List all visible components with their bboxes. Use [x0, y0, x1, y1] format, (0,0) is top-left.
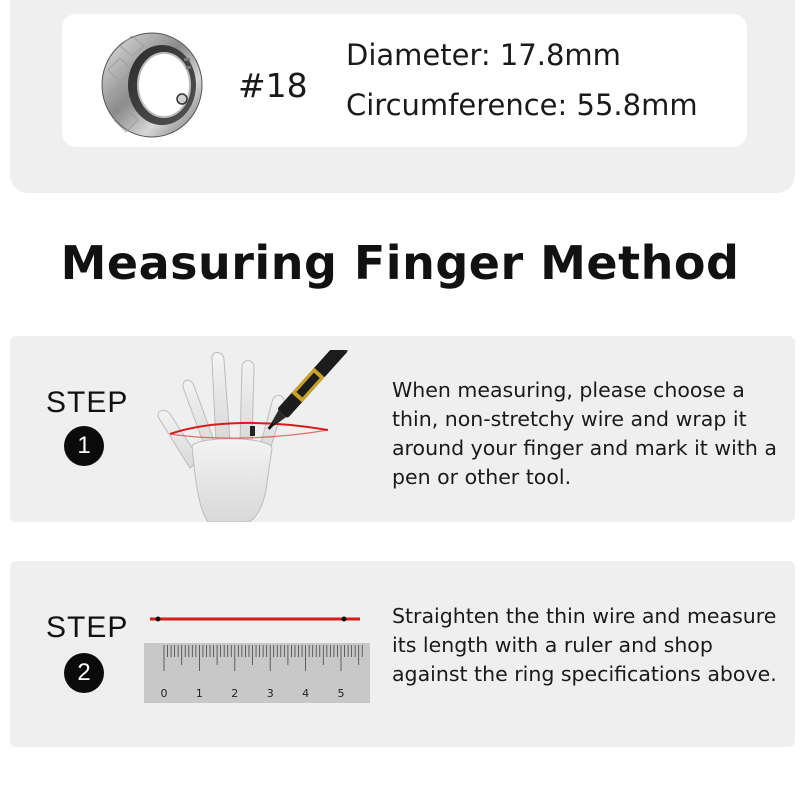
page-title: Measuring Finger Method	[60, 236, 740, 290]
wire-and-ruler-illustration	[144, 605, 376, 705]
hand-with-wire-illustration	[150, 350, 350, 522]
ruler-tick-label: 2	[231, 687, 239, 700]
step-1-label: STEP	[46, 386, 129, 419]
step-1-card	[10, 336, 795, 522]
step-2-label: STEP	[46, 611, 129, 644]
step-2-card	[10, 561, 795, 747]
ruler-tick-label: 0	[160, 687, 168, 700]
smart-ring-image	[100, 30, 210, 140]
ruler-tick-label: 3	[266, 687, 274, 700]
circumference-text: Circumference: 55.8mm	[346, 88, 698, 122]
ruler-illustration	[144, 643, 370, 703]
marker-pen-icon	[263, 350, 350, 434]
ruler-tick-label: 1	[195, 687, 203, 700]
ruler-tick-label: 5	[337, 687, 345, 700]
wire-line	[150, 617, 360, 622]
ruler-tick-label: 4	[302, 687, 310, 700]
step-2-number-badge: 2	[64, 653, 104, 693]
step-1-description: When measuring, please choose a thin, non-stretchy wire and wrap it around your finger and mark it with a pen or other tool.	[392, 378, 777, 489]
diameter-text: Diameter: 17.8mm	[346, 38, 621, 72]
ring-size-label: #18	[238, 66, 308, 105]
step-2-description: Straighten the thin wire and measure its length with a ruler and shop against the ring specifications above.	[392, 604, 777, 686]
step-1-number-badge: 1	[64, 426, 104, 466]
